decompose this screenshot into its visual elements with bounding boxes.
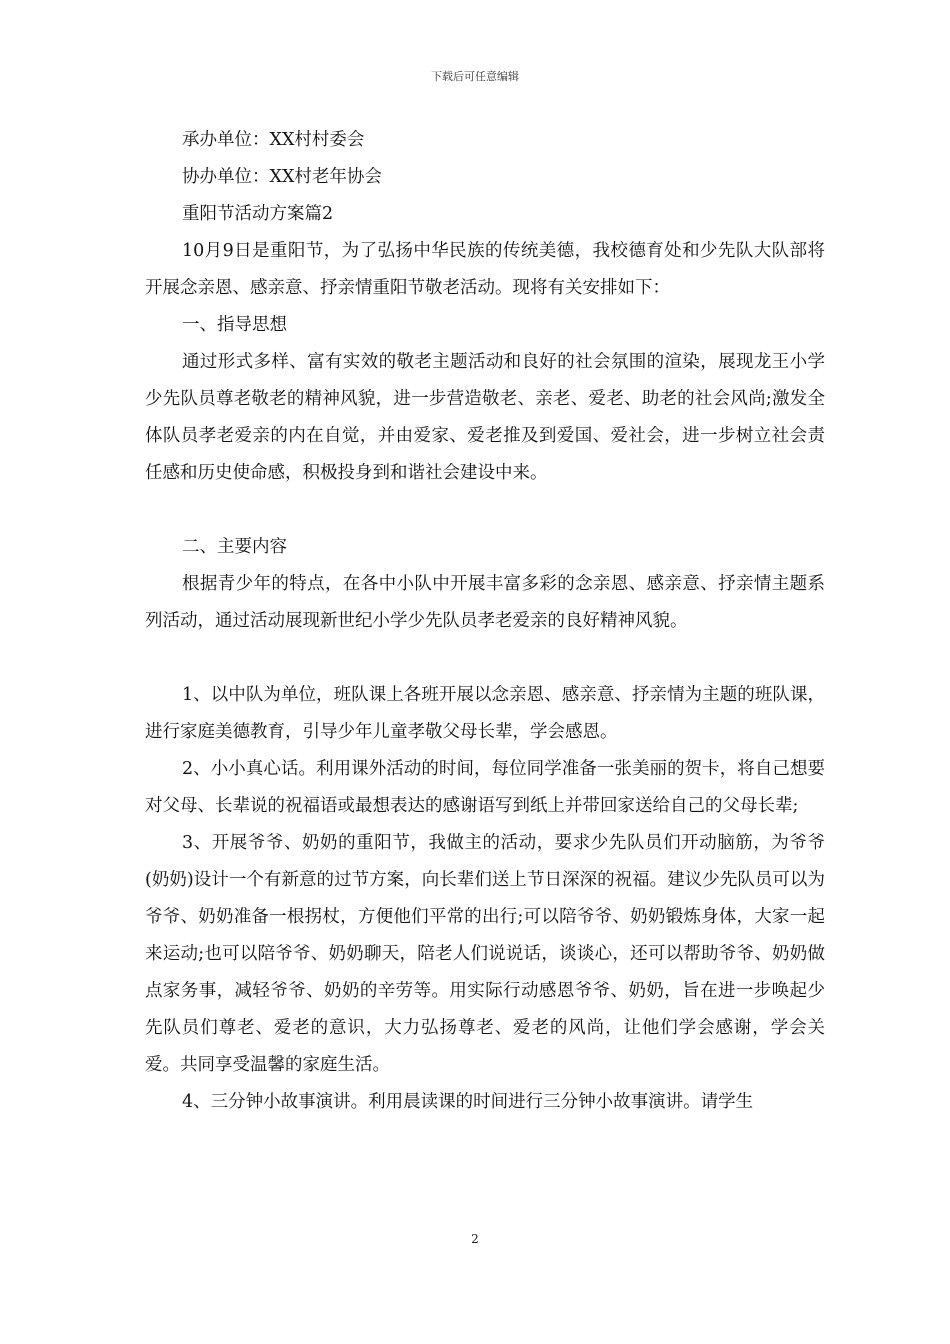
intro-paragraph: 10月9日是重阳节，为了弘扬中华民族的传统美德，我校德育处和少先队大队部将开展念亲恩、感亲意、抒亲情重阳节敬老活动。现将有关安排如下： [145,241,825,298]
document-body [145,122,825,1121]
list-item-1: 1、以中队为单位，班队课上各班开展以念亲恩、感亲意、抒亲情为主题的班队课，进行家庭美德教育，引导少年儿童孝敬父母长辈，学会感恩。 [145,685,825,742]
blank-line [145,640,825,677]
list-item-3: 3、开展爷爷、奶奶的重阳节，我做主的活动，要求少先队员们开动脑筋，为爷爷(奶奶)设计一个有新意的过节方案，向长辈们送上节日深深的祝福。建议少先队员可以为爷爷、奶奶准备一根拐杖，方便他们平常的出行;可以陪爷爷、奶奶锻炼身体，大家一起来运动;也可以陪爷爷、奶奶聊天，陪老人们说说话，谈谈心，还可以帮助爷爷、奶奶做点家务事，减轻爷爷、奶奶的辛劳等。用实际行动感恩爷爷、奶奶，旨在进一步唤起少先队员们尊老、爱老的意识，大力弘扬尊老、爱老的风尚，让他们学会感谢，学会关爱。共同享受温馨的家庭生活。 [145,833,825,1075]
main-content-paragraph: 根据青少年的特点，在各中小队中开展丰富多彩的念亲恩、感亲意、抒亲情主题系列活动，通过活动展现新世纪小学少先队员孝老爱亲的良好精神风貌。 [145,574,825,631]
blank-line [145,492,825,529]
heading-main-content: 二、主要内容 [182,537,287,557]
page-header: 下载后可任意编辑 [431,70,519,83]
section-title: 重阳节活动方案篇2 [182,204,334,224]
list-item-4: 4、三分钟小故事演讲。利用晨读课的时间进行三分钟小故事演讲。请学生 [182,1092,754,1112]
page-number: 2 [471,1232,479,1246]
guiding-thought-paragraph: 通过形式多样、富有实效的敬老主题活动和良好的社会氛围的渲染，展现龙王小学少先队员尊老敬老的精神风貌，进一步营造敬老、亲老、爱老、助老的社会风尚;激发全体队员孝老爱亲的内在自觉，并由爱家、爱老推及到爱国、爱社会，进一步树立社会责任感和历史使命感，积极投身到和谐社会建设中来。 [145,352,825,483]
organizer-line: 承办单位：XX村村委会 [182,130,365,150]
list-item-2: 2、小小真心话。利用课外活动的时间，每位同学准备一张美丽的贺卡，将自己想要对父母、长辈说的祝福语或最想表达的感谢语写到纸上并带回家送给自己的父母长辈; [145,759,825,816]
co-organizer-line: 协办单位：XX村老年协会 [182,167,382,187]
heading-guiding-thought: 一、指导思想 [182,315,287,335]
